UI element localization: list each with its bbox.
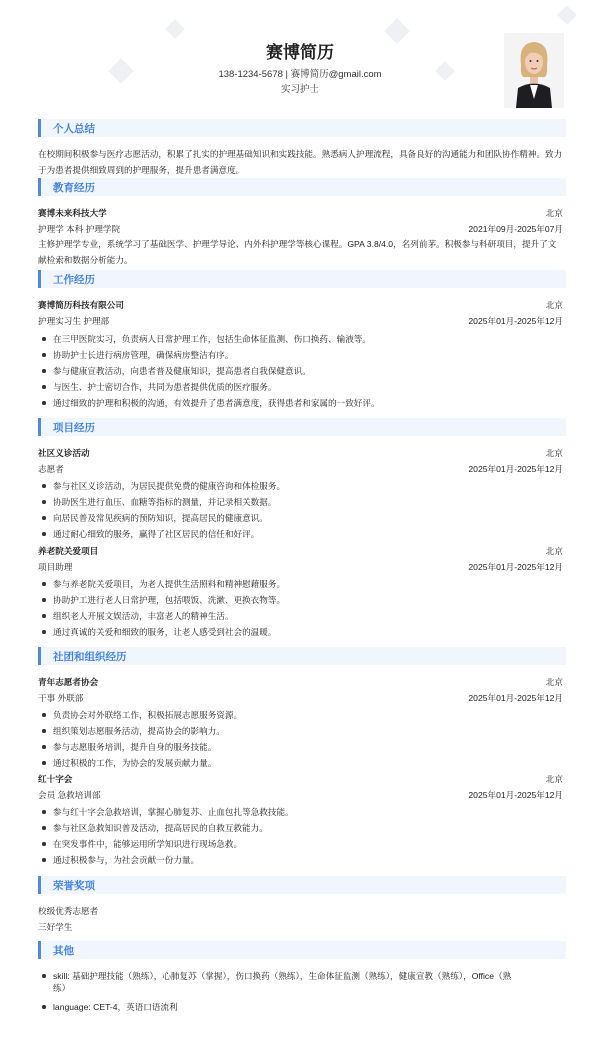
list-item: 通过积极参与，为社会贡献一份力量。 (53, 854, 563, 866)
skill-item (53, 970, 563, 994)
list-item: 在突发事件中，能够运用所学知识进行现场急救。 (53, 838, 563, 850)
club-name: 青年志愿者协会 (38, 677, 99, 687)
skill-line: 练） (53, 983, 71, 993)
section-title: 个人总结 (53, 123, 95, 135)
list-item: 组织策划志愿服务活动，提高协会的影响力。 (53, 725, 563, 737)
education-description: 主修护理学专业，系统学习了基础医学、护理学导论、内外科护理学等核心课程。GPA 3.8/4.0，名列前茅。积极参与科研项目，提升了文献检索和数据分析能力。 (38, 239, 557, 265)
list-item: 协助护士长进行病房管理，确保病房整洁有序。 (53, 349, 563, 361)
list-item: 参与红十字会急救培训，掌握心肺复苏、止血包扎等急救技能。 (53, 806, 563, 818)
club-role: 会员 急救培训部 (38, 790, 101, 800)
degree-info: 护理学 本科 护理学院 (38, 224, 121, 234)
list-item: 参与养老院关爱项目，为老人提供生活照料和精神慰藉服务。 (53, 578, 563, 590)
project-name: 社区义诊活动 (38, 448, 90, 458)
target-role: 实习护士 (280, 84, 319, 95)
list-item: 负责协会对外联络工作，积极拓展志愿服务资源。 (53, 709, 563, 721)
section-honors-header (38, 876, 566, 894)
list-item: 向居民普及常见疾病的预防知识，提高居民的健康意识。 (53, 512, 563, 524)
honor-item: 校级优秀志愿者 (38, 906, 99, 916)
profile-photo (504, 33, 564, 108)
list-item: 通过耐心细致的服务，赢得了社区居民的信任和好评。 (53, 528, 563, 540)
honor-item: 三好学生 (38, 922, 73, 932)
project-name: 养老院关爱项目 (38, 546, 99, 556)
contact-info: 138-1234-5678 | 赛博简历@gmail.com (218, 69, 382, 80)
section-title: 项目经历 (53, 422, 95, 434)
project-date: 2025年01月-2025年12月 (468, 562, 563, 572)
club-role: 干事 外联部 (38, 693, 84, 703)
education-location: 北京 (545, 208, 563, 218)
list-item: 参与社区急救知识普及活动，提高居民的自救互救能力。 (53, 822, 563, 834)
resume-header (0, 0, 600, 118)
club-location: 北京 (545, 774, 563, 784)
list-item: 通过积极的工作，为协会的发展贡献力量。 (53, 757, 563, 769)
club-location: 北京 (545, 677, 563, 687)
club-date: 2025年01月-2025年12月 (468, 693, 563, 703)
list-item: 参与健康宣教活动，向患者普及健康知识，提高患者自我保健意识。 (53, 365, 563, 377)
list-item: 在三甲医院实习，负责病人日常护理工作，包括生命体征监测、伤口换药、输液等。 (53, 333, 563, 345)
project-date: 2025年01月-2025年12月 (468, 464, 563, 474)
project-location: 北京 (545, 448, 563, 458)
list-item: 参与志愿服务培训，提升自身的服务技能。 (53, 741, 563, 753)
club-date: 2025年01月-2025年12月 (468, 790, 563, 800)
work-date: 2025年01月-2025年12月 (468, 316, 563, 326)
section-clubs-header (38, 647, 566, 665)
section-title: 工作经历 (53, 274, 95, 286)
section-title: 社团和组织经历 (53, 651, 127, 663)
project-location: 北京 (545, 546, 563, 556)
list-item: 参与社区义诊活动，为居民提供免费的健康咨询和体检服务。 (53, 480, 563, 492)
section-other-header (38, 941, 566, 959)
language-item: language: CET-4，英语口语流利 (53, 1001, 563, 1013)
list-item: 组织老人开展文娱活动，丰富老人的精神生活。 (53, 610, 563, 622)
list-item: 协助医生进行血压、血糖等指标的测量，并记录相关数据。 (53, 496, 563, 508)
work-position: 护理实习生 护理部 (38, 316, 110, 326)
club-name: 红十字会 (38, 774, 73, 784)
skill-line: skill: 基础护理技能（熟练），心肺复苏（掌握），伤口换药（熟练），生命体征监测（熟练），健康宣教（熟练），Office（熟 (53, 971, 512, 981)
section-title: 其他 (53, 945, 74, 957)
list-item: 通过真诚的关爱和细致的服务，让老人感受到社会的温暖。 (53, 626, 563, 638)
section-work-header (38, 270, 566, 288)
work-location: 北京 (545, 300, 563, 310)
project-role: 志愿者 (38, 464, 64, 474)
summary-text: 在校期间积极参与医疗志愿活动，积累了扎实的护理基础知识和实践技能。熟悉病人护理流程，具备良好的沟通能力和团队协作精神。致力于为患者提供细致周到的护理服务，提升患者满意度。 (38, 149, 563, 175)
section-education-header (38, 178, 566, 196)
list-item: 通过细致的护理和积极的沟通，有效提升了患者满意度，获得患者和家属的一致好评。 (53, 397, 563, 409)
section-summary-header (38, 119, 566, 137)
candidate-name: 赛博简历 (266, 43, 334, 62)
school-name: 赛博未来科技大学 (38, 208, 107, 218)
education-date: 2021年09月-2025年07月 (468, 224, 563, 234)
section-title: 教育经历 (53, 182, 95, 194)
list-item: 与医生、护士密切合作，共同为患者提供优质的医疗服务。 (53, 381, 563, 393)
section-projects-header (38, 418, 566, 436)
list-item: 协助护工进行老人日常护理，包括喂饭、洗漱、更换衣物等。 (53, 594, 563, 606)
project-role: 项目助理 (38, 562, 73, 572)
company-name: 赛博简历科技有限公司 (38, 300, 124, 310)
section-title: 荣誉奖项 (53, 880, 95, 892)
